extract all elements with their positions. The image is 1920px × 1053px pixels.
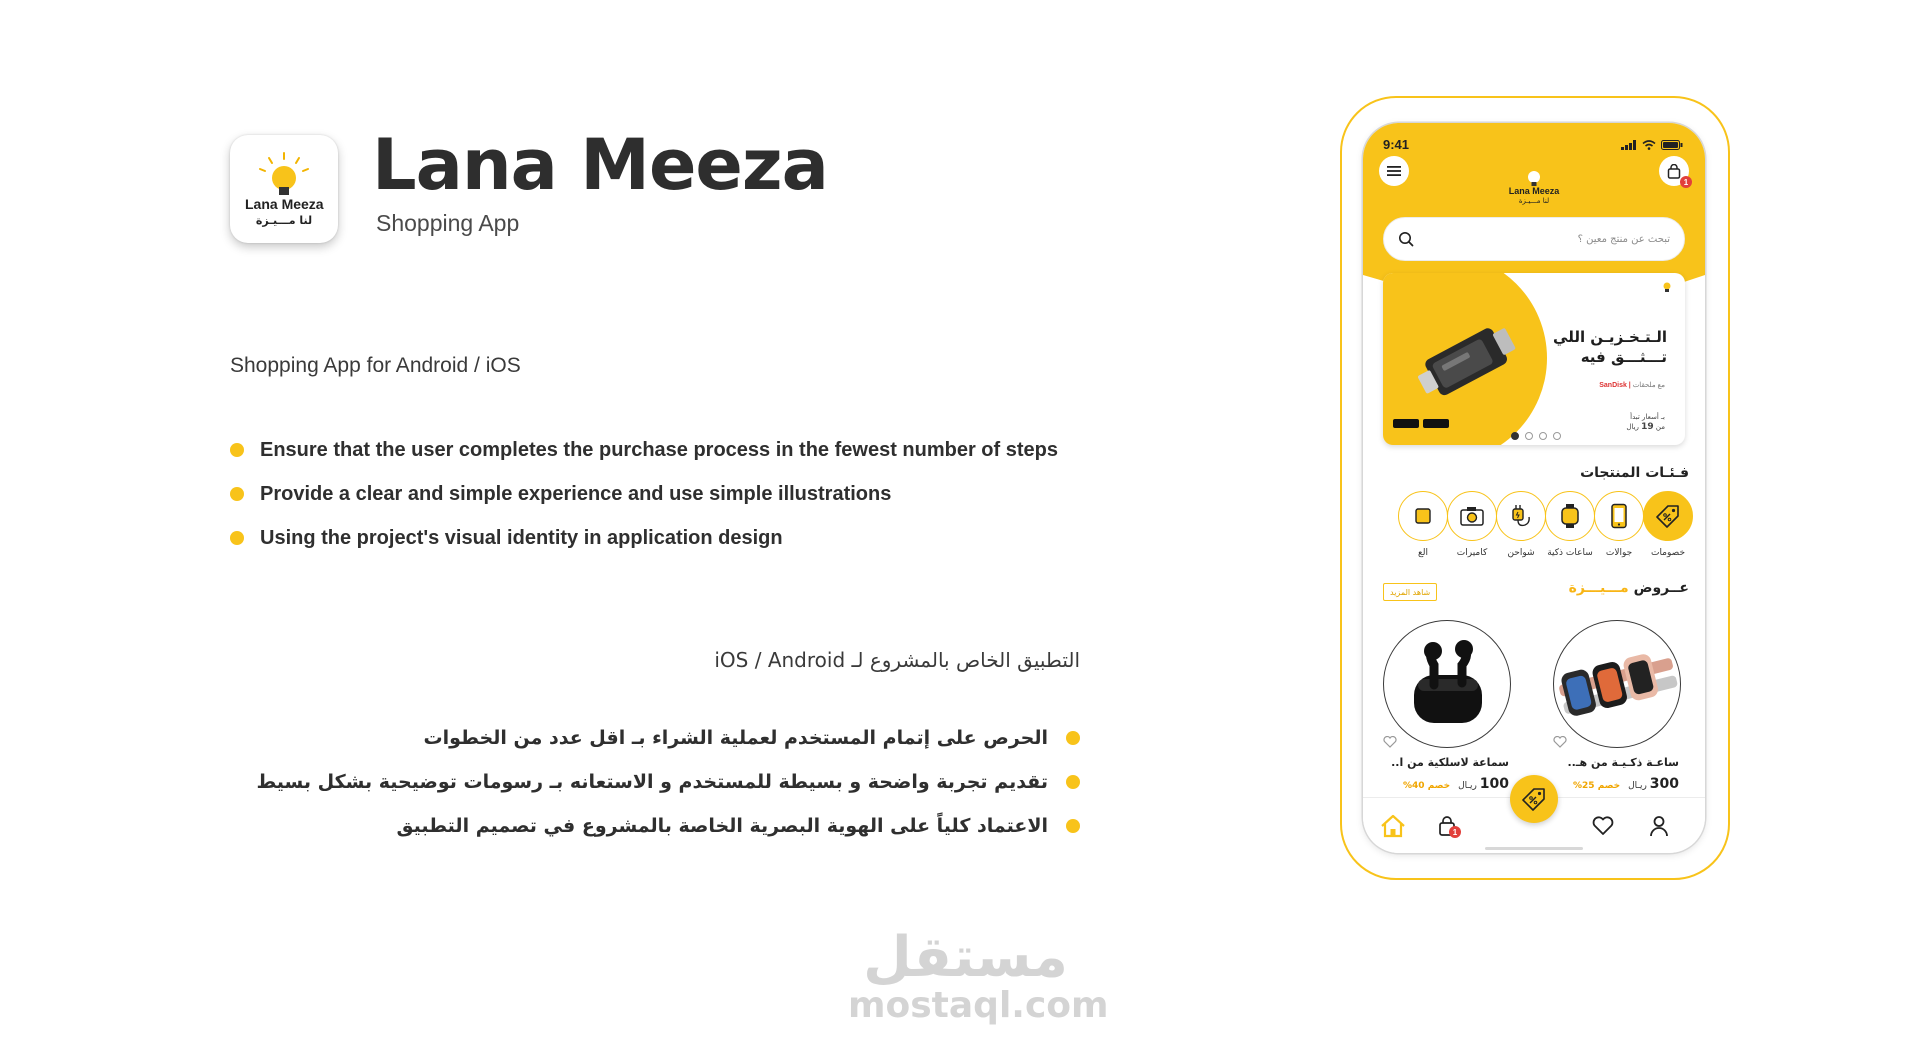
- list-item: الحرص على إتمام المستخدم لعملية الشراء بـ اقل عدد من الخطوات: [256, 716, 1080, 760]
- nav-cart[interactable]: [1433, 812, 1461, 840]
- list-item: Using the project's visual identity in application design: [230, 516, 1058, 560]
- banner-brand: مع ملحقات | SanDisk: [1599, 382, 1665, 389]
- bullet-dot-icon: [230, 531, 244, 545]
- product-image: [1553, 620, 1681, 748]
- usb-drive-image: [1415, 311, 1519, 407]
- battery-icon: [1661, 140, 1683, 150]
- see-more-button[interactable]: شاهد المزيد: [1383, 583, 1437, 601]
- home-indicator: [1485, 847, 1583, 850]
- nav-cart-badge: 1: [1449, 826, 1461, 838]
- home-icon: [1380, 814, 1406, 838]
- product-price: 100 ريـال خصم 40%: [1403, 776, 1509, 792]
- mostaql-watermark: مستقل mostaql.com: [848, 925, 1109, 1026]
- lana-meeza-logo: [239, 149, 329, 229]
- discount-label: خصم 40%: [1403, 781, 1451, 791]
- intro-arabic: التطبيق الخاص بالمشروع لـ iOS / Android: [714, 648, 1080, 672]
- list-item: تقديم تجربة واضحة و بسيطة للمستخدم و الاستعانه بـ رسومات توضيحية بشكل بسيط: [256, 760, 1080, 804]
- earbuds-image: [1384, 621, 1511, 748]
- favorite-heart-icon[interactable]: [1553, 736, 1567, 748]
- charger-icon: [1509, 503, 1533, 529]
- search-icon[interactable]: [1398, 231, 1414, 247]
- mobile-phone-icon: [1608, 503, 1630, 529]
- carousel-dot[interactable]: [1525, 432, 1533, 440]
- signal-icon: [1621, 140, 1637, 150]
- category-phones[interactable]: جوالات: [1588, 491, 1650, 558]
- bullet-dot-icon: [230, 487, 244, 501]
- smartwatch-image: [1554, 621, 1681, 748]
- nav-profile[interactable]: [1645, 812, 1673, 840]
- project-subtitle: Shopping App: [376, 210, 520, 236]
- search-input[interactable]: [1440, 234, 1670, 245]
- nav-favorites[interactable]: [1589, 812, 1617, 840]
- category-more[interactable]: الع: [1392, 491, 1454, 558]
- phone-screen: [1363, 123, 1705, 853]
- menu-button[interactable]: [1379, 156, 1409, 186]
- carousel-dot[interactable]: [1553, 432, 1561, 440]
- svg-text:لنا مـــيـزة: لنا مـــيـزة: [1518, 197, 1550, 205]
- banner-headline: الـتـخـزيـن اللي تـــثـــق فيه: [1553, 328, 1667, 367]
- nav-home[interactable]: [1379, 812, 1407, 840]
- discount-tag-icon: [1521, 786, 1547, 812]
- bullet-dot-icon: [230, 443, 244, 457]
- svg-text:لنا مـــيـزة: لنا مـــيـزة: [255, 214, 313, 227]
- feature-list-english: [230, 428, 1058, 560]
- offers-title: عــروض مـــيـــزة: [1568, 580, 1689, 596]
- shopping-bag-icon: [1667, 164, 1681, 179]
- intro-english: Shopping App for Android / iOS: [230, 354, 521, 377]
- categories-title: فـئـات المنتجات: [1580, 465, 1689, 481]
- status-bar: [1383, 137, 1683, 152]
- cart-badge: 1: [1680, 176, 1692, 188]
- smartwatch-icon: [1559, 503, 1581, 529]
- banner-price: بـ أسعار تبدأ من 19 ريال: [1626, 413, 1665, 433]
- discount-tag-icon: [1655, 503, 1681, 529]
- product-name: سماعة لاسلكية من ا..: [1391, 756, 1509, 769]
- discount-label: خصم 25%: [1573, 781, 1621, 791]
- carousel-dot[interactable]: [1539, 432, 1547, 440]
- header-logo: [1503, 166, 1565, 206]
- bullet-dot-icon: [1066, 819, 1080, 833]
- carousel-dots: [1511, 432, 1561, 440]
- product-price: 300 ريـال خصم 25%: [1573, 776, 1679, 792]
- list-item: الاعتماد كلياً على الهوية البصرية الخاصة بالمشروع في تصميم التطبيق: [256, 804, 1080, 848]
- list-item: Provide a clear and simple experience and use simple illustrations: [230, 472, 1058, 516]
- category-cameras[interactable]: كاميرات: [1441, 491, 1503, 558]
- product-card-smartwatch[interactable]: [1541, 620, 1681, 792]
- status-time: 9:41: [1383, 137, 1410, 152]
- store-badges: [1393, 419, 1449, 428]
- status-icons: [1621, 140, 1683, 150]
- heart-icon: [1592, 816, 1614, 836]
- product-card-earbuds[interactable]: [1371, 620, 1511, 792]
- header-cart-button[interactable]: [1659, 156, 1689, 186]
- categories-row: [1363, 491, 1705, 571]
- product-image: [1383, 620, 1511, 748]
- list-item: Ensure that the user completes the purchase process in the fewest number of steps: [230, 428, 1058, 472]
- user-icon: [1649, 815, 1669, 837]
- hamburger-icon: [1387, 165, 1401, 177]
- banner-logo-icon: [1659, 281, 1675, 295]
- bullet-dot-icon: [1066, 731, 1080, 745]
- bullet-dot-icon: [1066, 775, 1080, 789]
- category-icon: [1413, 506, 1433, 526]
- svg-text:Lana Meeza: Lana Meeza: [1508, 186, 1560, 196]
- category-smartwatches[interactable]: ساعات ذكية: [1539, 491, 1601, 558]
- feature-list-arabic: [256, 716, 1080, 848]
- search-bar[interactable]: [1383, 217, 1685, 261]
- svg-text:Lana Meeza: Lana Meeza: [245, 196, 324, 212]
- project-title: Lana Meeza: [372, 124, 828, 206]
- app-store-badge-icon: [1423, 419, 1449, 428]
- category-chargers[interactable]: شواحن: [1490, 491, 1552, 558]
- carousel-dot[interactable]: [1511, 432, 1519, 440]
- camera-icon: [1459, 505, 1485, 527]
- wifi-icon: [1642, 140, 1656, 150]
- google-play-badge-icon: [1393, 419, 1419, 428]
- product-name: ساعـة ذكـيـة من هـ..: [1567, 756, 1679, 769]
- favorite-heart-icon[interactable]: [1383, 736, 1397, 748]
- category-discounts[interactable]: خصومات: [1637, 491, 1699, 558]
- offers-fab-button[interactable]: [1510, 775, 1558, 823]
- app-icon: [230, 135, 338, 243]
- promo-banner[interactable]: [1383, 273, 1685, 445]
